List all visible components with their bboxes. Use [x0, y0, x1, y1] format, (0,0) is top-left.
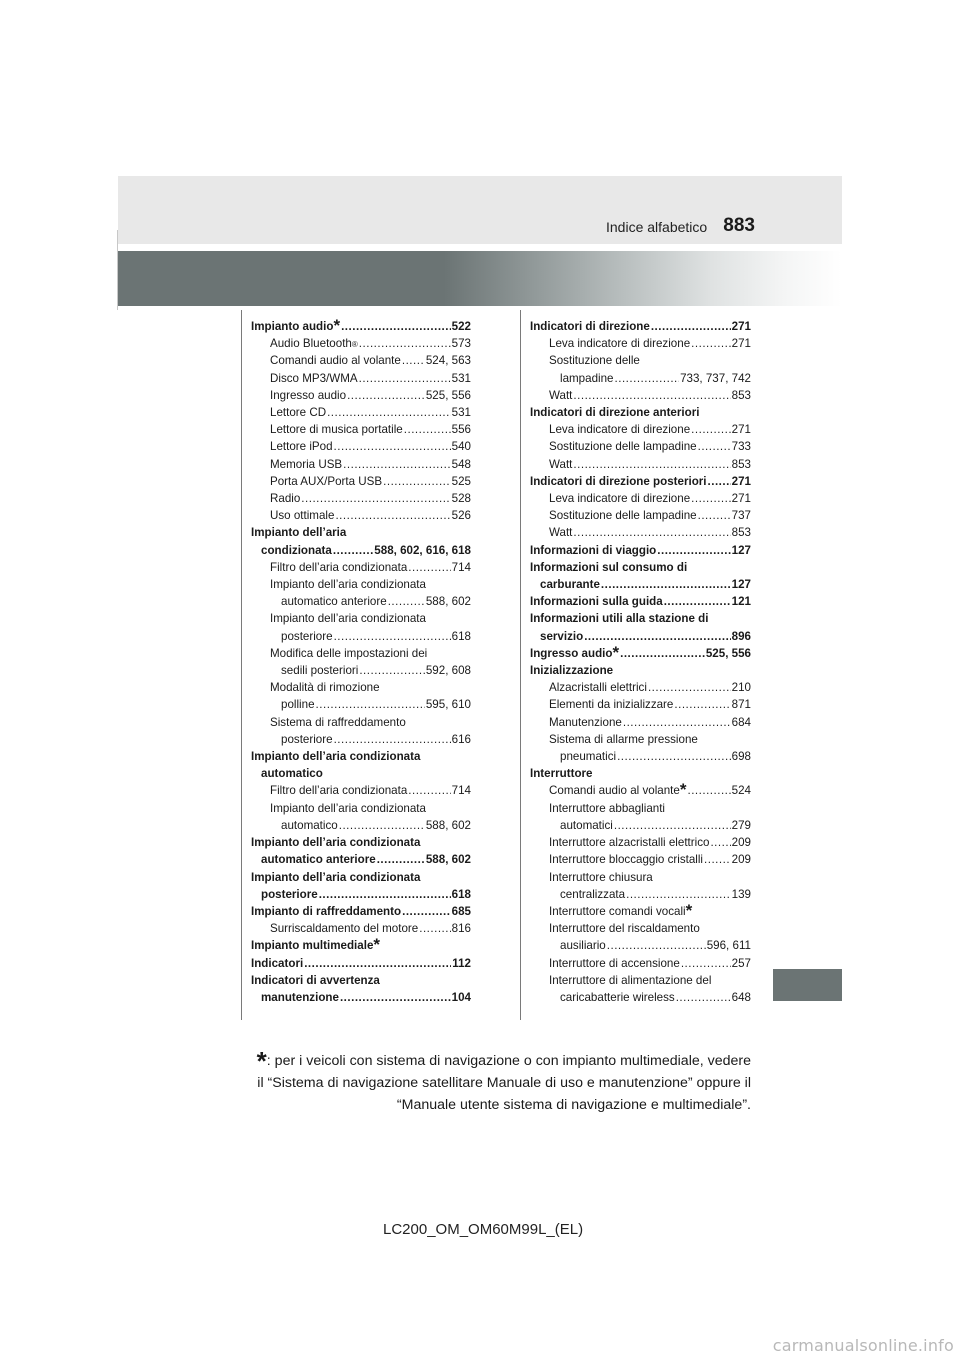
- index-entry: [251, 438, 471, 455]
- index-entry: [251, 955, 471, 972]
- leader-dots: [347, 387, 425, 404]
- leader-dots: [573, 456, 730, 473]
- leader-dots: [573, 524, 730, 541]
- index-entry: [530, 318, 751, 335]
- document-code: LC200_OM_OM60M99L_(EL): [383, 1221, 584, 1238]
- leader-dots: [681, 955, 731, 972]
- index-entry: [530, 387, 751, 404]
- index-entry: Ingresso audio * ..... 525, 556: [530, 645, 751, 662]
- index-entry: Impianto audio * ..... 522: [251, 318, 471, 335]
- index-entry: [251, 610, 471, 644]
- index-entry-text: Modifica delle impostazioni dei: [270, 646, 428, 660]
- index-entry: [251, 714, 471, 748]
- index-entry-text: automatico: [281, 818, 338, 832]
- index-entry-text: Interruttore di accensione: [549, 956, 680, 970]
- leader-dots: [687, 782, 730, 799]
- index-entry-text: Watt: [549, 388, 573, 402]
- leader-dots: [657, 542, 730, 559]
- index-entry-text: Lettore di musica portatile: [270, 423, 403, 437]
- leader-dots: [704, 851, 731, 868]
- index-entry: Comandi audio al volante * ..... 524: [530, 782, 751, 799]
- index-entry: [530, 800, 751, 834]
- index-entry-text: Interruttore di alimentazione del: [549, 973, 712, 987]
- index-page-ref: 525, 556: [705, 646, 751, 660]
- index-entry: [530, 869, 751, 903]
- index-entry: [251, 507, 471, 524]
- index-entry-text: Impianto dell’aria condizionata: [251, 750, 421, 764]
- index-page-ref: 271: [731, 492, 751, 506]
- leader-dots: [377, 851, 425, 868]
- index-page-ref: 592, 608: [425, 664, 471, 678]
- index-entry-text: Impianto audio: [251, 320, 334, 333]
- index-entry: [530, 679, 751, 696]
- index-entry-text: Sostituzione delle lampadine: [549, 440, 697, 454]
- index-page-ref: 648: [731, 990, 751, 1004]
- index-entry-text: Interruttore comandi vocali: [549, 904, 686, 918]
- leader-dots: [402, 352, 425, 369]
- index-entry: [530, 610, 751, 644]
- index-entry-text: posteriore: [281, 629, 333, 643]
- index-page-ref: 853: [731, 457, 751, 471]
- index-page-ref: 257: [731, 956, 751, 970]
- leader-dots: [334, 438, 451, 455]
- index-entry: [530, 559, 751, 593]
- index-entry-text: Impianto dell’aria condizionata: [270, 578, 426, 592]
- index-entry-text: automatico: [261, 767, 323, 781]
- leader-dots: [408, 559, 450, 576]
- index-entry: [530, 542, 751, 559]
- leader-dots: [601, 576, 731, 593]
- index-page-ref: 209: [731, 853, 751, 867]
- leader-dots: [419, 920, 450, 937]
- index-page-ref: 127: [731, 578, 751, 592]
- index-entry-text: Sostituzione delle lampadine: [549, 509, 697, 523]
- index-entry-text: Manutenzione: [549, 715, 622, 729]
- index-entry-text: Filtro dell’aria condizionata: [270, 560, 408, 574]
- leader-dots: [359, 370, 451, 387]
- leader-dots: [327, 404, 451, 421]
- leader-dots: [620, 645, 705, 662]
- index-entry-text: sedili posteriori: [281, 664, 359, 678]
- index-entry-text: Interruttore: [530, 767, 593, 781]
- leader-dots: [607, 937, 706, 954]
- index-entry: [251, 352, 471, 369]
- leader-dots: [301, 490, 450, 507]
- header-gradient-band: [118, 251, 842, 306]
- index-page-ref: 112: [452, 956, 471, 970]
- index-entry-text: posteriore: [281, 732, 333, 746]
- index-entry-text: Interruttore alzacristalli elettrico: [549, 836, 710, 850]
- index-entry-text: centralizzata: [560, 887, 626, 901]
- index-page-ref: 871: [731, 698, 751, 712]
- leader-dots: [316, 696, 425, 713]
- index-page-ref: 596, 611: [706, 939, 751, 953]
- index-entry-text: Informazioni utili alla stazione di: [530, 612, 709, 626]
- leader-dots: [359, 335, 451, 352]
- leader-dots: [651, 318, 731, 335]
- index-entry: [530, 920, 751, 954]
- index-page-ref: 531: [451, 406, 471, 420]
- index-entry-text: Indicatori di avvertenza: [251, 973, 380, 987]
- index-entry-text: Impianto dell’aria condizionata: [270, 612, 426, 626]
- index-entry: [251, 679, 471, 713]
- index-page-ref: 139: [731, 887, 751, 901]
- leader-dots: [648, 679, 731, 696]
- index-entry-text: automatico anteriore: [281, 595, 387, 609]
- leader-dots: [402, 903, 451, 920]
- index-page-ref: 548: [451, 457, 471, 471]
- index-page-ref: 528: [451, 492, 471, 506]
- index-entry-text: Filtro dell’aria condizionata: [270, 784, 408, 798]
- index-entry-text: carburante: [540, 578, 600, 592]
- index-entry: [251, 576, 471, 610]
- index-page-ref: 104: [451, 990, 471, 1004]
- index-entry: [530, 352, 751, 386]
- index-entry-text: pneumatici: [560, 750, 617, 764]
- index-entry: [530, 851, 751, 868]
- index-entry-text: lampadine: [560, 371, 614, 385]
- index-entry-text: Porta AUX/Porta USB: [270, 474, 383, 488]
- index-page-ref: 531: [451, 371, 471, 385]
- index-entry-text: Leva indicatore di direzione: [549, 492, 691, 506]
- index-page-ref: 595, 610: [425, 698, 471, 712]
- leader-dots: [304, 955, 451, 972]
- index-entry: Impianto multimediale *: [251, 935, 381, 955]
- index-page-ref: 737: [731, 509, 751, 523]
- index-page-ref: 540: [451, 440, 471, 454]
- index-entry-text: Leva indicatore di direzione: [549, 337, 691, 351]
- leader-dots: [573, 387, 730, 404]
- index-page-ref: 714: [451, 784, 471, 798]
- index-entry-text: caricabatterie wireless: [560, 990, 675, 1004]
- index-entry-text: Lettore CD: [270, 406, 327, 420]
- index-entry: [251, 903, 471, 920]
- index-entry: [530, 490, 751, 507]
- index-page-ref: 698: [731, 750, 751, 764]
- index-entry: Interruttore comandi vocali *: [549, 900, 693, 920]
- index-page-ref: 121: [731, 595, 751, 609]
- index-entry-text: Informazioni sul consumo di: [530, 560, 688, 574]
- index-page-ref: 588, 602: [425, 818, 471, 832]
- index-entry-text: Sistema di allarme pressione: [549, 732, 698, 746]
- index-entry-text: Interruttore del riscaldamento: [549, 922, 700, 936]
- index-entry: [530, 972, 751, 1006]
- leader-dots: [339, 817, 425, 834]
- index-page-ref: 618: [451, 629, 471, 643]
- index-page-ref: 588, 602, 616, 618: [374, 543, 471, 557]
- index-entry: [251, 869, 471, 903]
- index-entry-text: polline: [281, 698, 315, 712]
- index-entry: [251, 387, 471, 404]
- index-entry: [251, 404, 471, 421]
- leader-dots: [334, 731, 451, 748]
- index-entry: [251, 421, 471, 438]
- index-entry-text: Surriscaldamento del motore: [270, 922, 419, 936]
- index-entry: [530, 335, 751, 352]
- index-page-ref: 271: [731, 423, 751, 437]
- index-entry-text: Sistema di raffreddamento: [270, 715, 406, 729]
- index-page-ref: 618: [451, 887, 471, 901]
- leader-dots: [691, 490, 731, 507]
- index-entry-text: Comandi audio al volante: [270, 354, 401, 368]
- leader-dots: [408, 782, 450, 799]
- index-entry: [530, 955, 751, 972]
- index-entry-text: automatico anteriore: [261, 853, 376, 867]
- leader-dots: [388, 593, 425, 610]
- index-page-ref: 733: [731, 440, 751, 454]
- index-entry: [530, 421, 751, 438]
- index-entry: [251, 800, 471, 834]
- index-entry: [251, 473, 471, 490]
- index-entry: [530, 731, 751, 765]
- index-entry-text: Interruttore abbaglianti: [549, 801, 666, 815]
- index-page-ref: 279: [731, 818, 751, 832]
- index-entry: [251, 370, 471, 387]
- leader-dots: [334, 628, 451, 645]
- index-page-ref: 210: [731, 681, 751, 695]
- index-entry-text: Impianto multimediale: [251, 939, 374, 953]
- index-page-ref: 271: [731, 320, 751, 333]
- leader-dots: [343, 456, 451, 473]
- index-entry-text: Informazioni sulla guida: [530, 595, 663, 609]
- index-entry: [530, 404, 751, 421]
- index-entry-text: automatici: [560, 818, 613, 832]
- index-entry-text: Leva indicatore di direzione: [549, 423, 691, 437]
- index-entry: [251, 972, 471, 1006]
- column-rule-left: [241, 310, 242, 1020]
- index-page-ref: 556: [451, 423, 471, 437]
- index-entry-text: Indicatori di direzione posteriori: [530, 474, 707, 488]
- index-page-ref: 685: [451, 904, 471, 918]
- index-page-ref: 684: [731, 715, 751, 729]
- index-entry: [530, 524, 751, 541]
- index-entry: [251, 748, 471, 782]
- index-entry: [251, 645, 471, 679]
- footnote: [250, 1046, 751, 1116]
- index-page-ref: 525, 556: [425, 388, 471, 402]
- index-page-ref: 616: [451, 732, 471, 746]
- index-page-ref: 127: [731, 543, 751, 557]
- leader-dots: [698, 507, 731, 524]
- index-entry-text: Interruttore bloccaggio cristalli: [549, 853, 704, 867]
- index-entry-text: Elementi da inizializzare: [549, 698, 674, 712]
- index-entry: [530, 834, 751, 851]
- leader-dots: [335, 507, 450, 524]
- index-entry-text: Lettore iPod: [270, 440, 333, 454]
- index-entry: [530, 593, 751, 610]
- index-entry: [251, 490, 471, 507]
- index-page-ref: 209: [731, 836, 751, 850]
- leader-dots: [617, 748, 731, 765]
- leader-dots: [626, 886, 731, 903]
- index-entry: [251, 834, 471, 868]
- index-entry: [530, 765, 751, 782]
- index-entry-text: posteriore: [261, 887, 318, 901]
- index-entry-text: Indicatori di direzione anteriori: [530, 406, 700, 420]
- footnote-asterisk: *: [256, 1046, 267, 1076]
- index-page-ref: 526: [451, 509, 471, 523]
- index-entry: [251, 559, 471, 576]
- chapter-side-tab: [773, 969, 842, 1001]
- page-number: 883: [723, 215, 755, 236]
- index-page-ref: 714: [451, 560, 471, 574]
- index-entry-text: Interruttore chiusura: [549, 870, 653, 884]
- index-entry: [251, 456, 471, 473]
- index-entry: [251, 782, 471, 799]
- index-entry-text: Watt: [549, 457, 573, 471]
- leader-dots: [698, 438, 731, 455]
- index-entry-text: Impianto dell’aria condizionata: [251, 870, 421, 884]
- index-page-ref: 524, 563: [425, 354, 471, 368]
- index-entry-text: Impianto dell’aria condizionata: [251, 836, 421, 850]
- index-entry-text: Impianto di raffreddamento: [251, 904, 402, 918]
- index-entry-text: ausiliario: [560, 939, 606, 953]
- index-entry-text: Indicatori di direzione: [530, 320, 650, 333]
- index-entry: [530, 714, 751, 731]
- index-entry: [530, 696, 751, 713]
- leader-dots: [623, 714, 731, 731]
- index-entry-text: Disco MP3/WMA: [270, 371, 358, 385]
- index-entry: [530, 456, 751, 473]
- leader-dots: [691, 335, 731, 352]
- leader-dots: [340, 989, 451, 1006]
- index-page-ref: 816: [451, 922, 471, 936]
- index-page-ref: 853: [731, 388, 751, 402]
- index-entry: [530, 473, 751, 490]
- index-page-ref: 524: [731, 784, 751, 798]
- index-entry-text: Uso ottimale: [270, 509, 335, 523]
- index-page-ref: 588, 602: [425, 595, 471, 609]
- column-rule-middle: [520, 310, 521, 1020]
- index-entry-text: Memoria USB: [270, 457, 343, 471]
- index-entry-text: Radio: [270, 492, 301, 506]
- index-entry-text: condizionata: [261, 543, 332, 557]
- index-entry-text: Audio Bluetooth: [270, 337, 352, 351]
- footnote-text: : per i veicoli con sistema di navigazione o con impianto multimediale, vedere il “Sistema di navigazione satellitare Manuale di uso e manutenzione” oppure il “Manuale utente sistema di navigazione e multimediale”.: [257, 1053, 751, 1113]
- leader-dots: [383, 473, 451, 490]
- index-entry: [530, 662, 751, 679]
- index-page-ref: 522: [451, 320, 471, 333]
- index-page-ref: 853: [731, 526, 751, 540]
- leader-dots: [614, 817, 731, 834]
- leader-dots: [333, 542, 373, 559]
- index-entry-text: Ingresso audio: [270, 388, 347, 402]
- leader-dots: [708, 473, 731, 490]
- index-entry-text: Inizializzazione: [530, 664, 614, 678]
- index-entry-text: Indicatori: [251, 956, 304, 970]
- index-entry-text: Ingresso audio: [530, 646, 613, 660]
- index-column-right: [530, 318, 751, 1006]
- index-entry-text: Watt: [549, 526, 573, 540]
- index-entry: Audio Bluetooth ® ..... 573: [251, 335, 471, 352]
- leader-dots: [341, 318, 451, 335]
- watermark: carmanualsonline.info: [772, 1336, 954, 1355]
- leader-dots: [676, 989, 731, 1006]
- index-entry-text: Impianto dell’aria: [251, 526, 347, 540]
- index-entry-text: Comandi audio al volante: [549, 784, 680, 798]
- leader-dots: [584, 628, 730, 645]
- index-entry-text: manutenzione: [261, 990, 339, 1004]
- index-entry-text: servizio: [540, 629, 584, 643]
- index-page-ref: 733, 737, 742: [680, 371, 751, 385]
- index-page-ref: 588, 602: [425, 853, 471, 867]
- leader-dots: [691, 421, 731, 438]
- index-entry: [530, 438, 751, 455]
- page-section-title: Indice alfabetico: [606, 219, 708, 235]
- leader-dots: [319, 886, 451, 903]
- index-entry: [530, 507, 751, 524]
- index-entry-text: Alzacristalli elettrici: [549, 681, 647, 695]
- index-page-ref: 896: [731, 629, 751, 643]
- leader-dots: [404, 421, 451, 438]
- index-entry: [251, 524, 471, 558]
- index-entry-text: Impianto dell’aria condizionata: [270, 801, 426, 815]
- leader-dots: [710, 834, 730, 851]
- leader-dots: [664, 593, 731, 610]
- index-entry: [251, 920, 471, 937]
- leader-dots: [359, 662, 425, 679]
- index-page-ref: 271: [731, 337, 751, 351]
- index-entry-text: Sostituzione delle: [549, 354, 640, 368]
- leader-dots: [615, 370, 680, 387]
- index-page-ref: 525: [451, 474, 471, 488]
- index-entry-text: Informazioni di viaggio: [530, 543, 657, 557]
- index-page-ref: 271: [731, 474, 751, 488]
- leader-dots: [674, 696, 730, 713]
- index-entry-text: Modalità di rimozione: [270, 681, 380, 695]
- index-column-left: [251, 318, 471, 1006]
- index-page-ref: 573: [451, 337, 471, 351]
